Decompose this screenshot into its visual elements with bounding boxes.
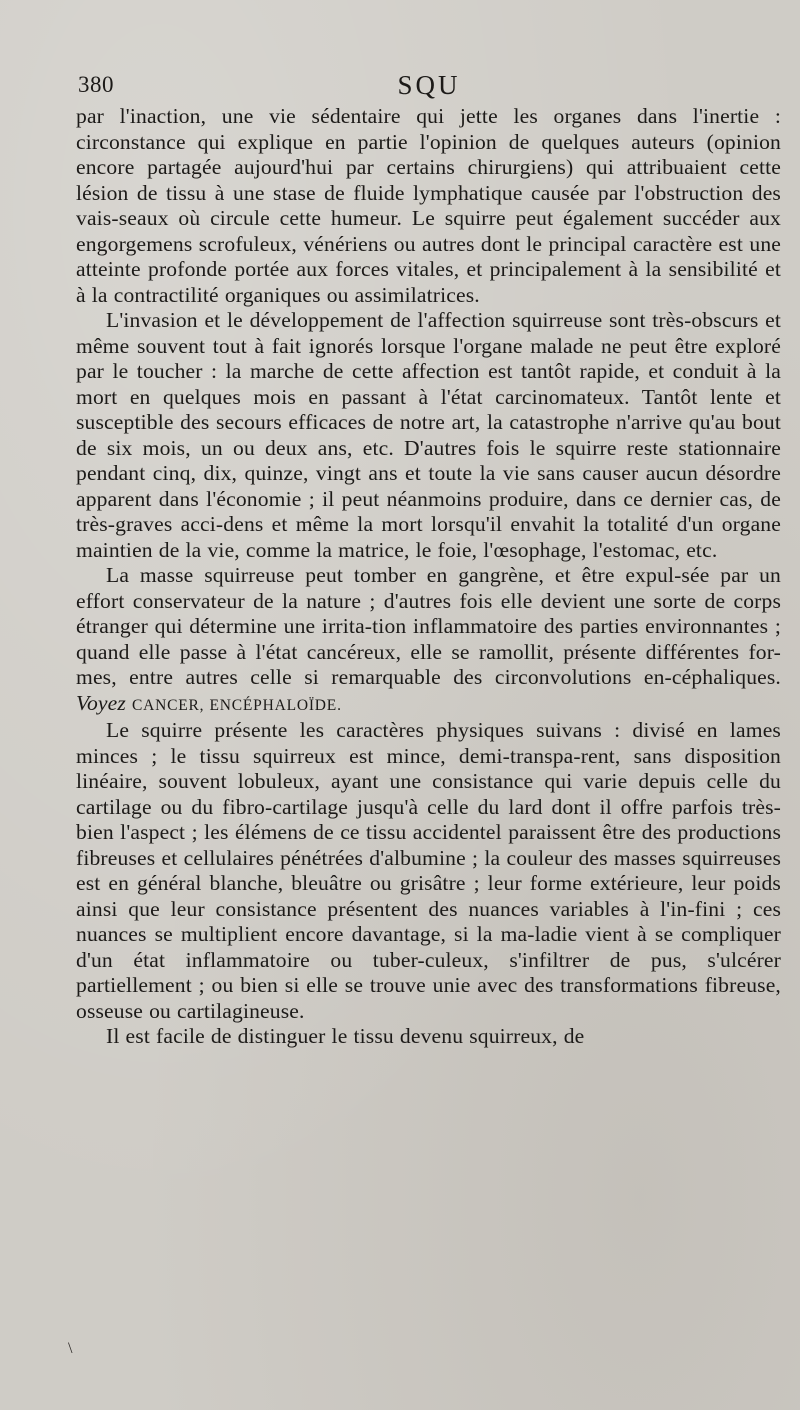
paragraph-caracteres: Le squirre présente les caractères physiques suivans : divisé en lames minces ; le tissu squirreux est mince, demi-transpa-rent, sans disposition linéaire, souvent lobuleux, ayant une consistance qui varie depuis celle du cartilage ou du fibro-cartilage jusqu'à celle du lard dont il offre parfois très-bien l'aspect ; les élémens de ce tissu accidentel paraissent être des productions fibreuses et cellulaires pénétrées d'albumine ; la couleur des masses squirreuses est en général blanche, bleuâtre ou grisâtre ; leur forme extérieure, leur poids ainsi que leur consistance présentent des nuances variables à l'in-fini ; ces nuances se multiplient encore davantage, si la ma-ladie vient à se compliquer d'un état inflammatoire ou tuber-culeux, s'infiltrer de pus, s'ulcérer partiellement ; ou bien si elle se trouve unie avec des transformations fibreuse, osseuse ou cartilagineuse. (76, 718, 781, 1023)
stray-ink-mark: \ (68, 1340, 73, 1357)
page-header (78, 70, 780, 106)
paragraph-masse-text: La masse squirreuse peut tomber en gangrène, et être expul-sée par un effort conservateur de la nature ; d'autres fois elle devient une sorte de corps étranger qui détermine une irrita-tion inflammatoire des parties environnantes ; quand elle passe à l'état cancéreux, elle se ramollit, présente différentes for-mes, entre autres celle si remarquable des circonvolutions en-céphaliques. (76, 563, 781, 689)
running-head: SQU (397, 70, 461, 100)
see-also-word: Voyez (76, 690, 126, 715)
paragraph-distinguer: Il est facile de distinguer le tissu devenu squirreux, de (106, 1024, 585, 1048)
body-text (76, 104, 781, 1050)
paragraph-continuation: par l'inaction, une vie sédentaire qui jette les organes dans l'inertie : circonstance qui explique en partie l'opinion de quelques auteurs (opinion encore partagée aujourd'hui par certains chirurgiens) qui attribuaient cette lésion de tissu à une stase de fluide lymphatique causée par l'obstruction des vais-seaux où circule cette humeur. Le squirre peut également succéder aux engorgemens scrofuleux, vénériens ou autres dont le principal caractère est une atteinte profonde portée aux forces vitales, et principalement à la sensibilité et à la contractilité organiques ou assimilatrices. (76, 104, 781, 307)
page-number: 380 (78, 72, 114, 97)
paragraph-masse (76, 563, 781, 718)
see-also-references: CANCER, ENCÉPHALOÏDE. (131, 696, 342, 714)
paragraph-invasion: L'invasion et le développement de l'affection squirreuse sont très-obscurs et même souvent tout à fait ignorés lorsque l'organe malade ne peut être exploré par le toucher : la marche de cette affection est tantôt rapide, et conduit à la mort en quelques mois en passant à l'état carcinomateux. Tantôt lente et susceptible des secours efficaces de notre art, la catastrophe n'arrive qu'au bout de six mois, un ou deux ans, etc. D'autres fois le squirre reste stationnaire pendant cinq, dix, quinze, vingt ans et toute la vie sans causer aucun désordre apparent dans l'économie ; il peut néanmoins produire, dans ce dernier cas, de très-graves acci-dens et même la mort lorsqu'il envahit la totalité d'un organe maintien de la vie, comme la matrice, le foie, l'œsophage, l'estomac, etc. (76, 308, 781, 562)
